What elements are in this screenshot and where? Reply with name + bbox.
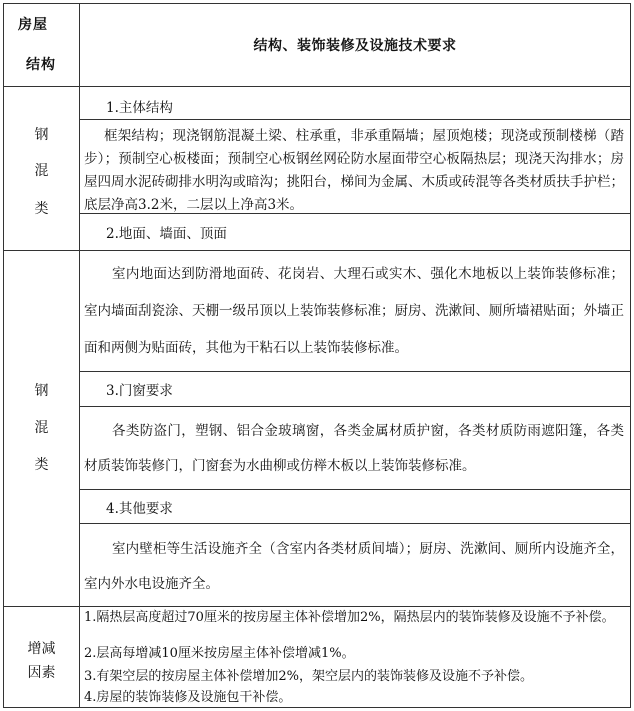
main-structure-heading: 1.主体结构 [106,100,173,116]
column-divider [79,4,80,707]
section1-label-char: 钢 [34,127,49,143]
section1-label-char: 类 [34,201,49,217]
row-divider [79,119,630,120]
header-structure-cell [4,4,79,86]
section3-label-line1: 增减 [27,641,56,657]
row-divider [4,606,630,607]
row-divider [79,523,630,524]
row-divider [79,371,630,372]
section2-label-char: 类 [34,457,49,473]
section3-label [4,606,79,709]
header-structure-line2: 结构 [26,57,56,73]
row-divider [4,86,630,87]
adjustment-item: 2.层高每增减10厘米按房屋主体补偿增减1%。 [84,646,355,661]
door-window-text: 各类防盗门，塑钢、铝合金玻璃窗，各类金属材质护窗，各类材质防雨遮阳篷，各类材质装饰装修门，门窗套为水曲柳或仿榉木板以上装饰装修标准。 [84,423,624,474]
floor-wall-ceiling-heading: 2.地面、墙面、顶面 [106,226,227,242]
header-requirements-cell [80,4,630,86]
section3-label-line2: 因素 [27,665,56,681]
adjustment-item: 3.有架空层的按房屋主体补偿增加2%，架空层内的装饰装修及设施不予补偿。 [84,669,534,684]
header-structure-line1: 房屋 [18,17,48,33]
other-requirements-heading: 4.其他要求 [106,501,173,517]
section2-label-char: 钢 [34,383,49,399]
section2-label-char: 混 [34,420,49,436]
main-structure-text: 框架结构；现浇钢筋混凝土梁、柱承重，非承重隔墙；屋顶炮楼；现浇或预制楼梯（踏步）；预制空心板楼面；预制空心板钢丝网砼防水屋面带空心板隔热层；现浇天沟排水；房屋四周水泥砖砌排水明沟或暗沟；挑阳台，梯间为金属、木质或砖混等各类材质扶手护栏；底层净高3.2米，二层以上净高3米。 [84,128,624,213]
door-window-heading: 3.门窗要求 [106,383,173,399]
header-requirements-title: 结构、装饰装修及设施技术要求 [253,38,457,54]
other-requirements-text: 室内壁柜等生活设施齐全（含室内各类材质间墙）；厨房、洗漱间、厕所内设施齐全，室内外水电设施齐全。 [84,541,624,592]
section1-label-char: 混 [34,163,49,179]
section1-label [4,86,79,250]
row-divider [4,250,630,251]
requirements-table [3,3,631,708]
adjustment-item: 1.隔热层高度超过70厘米的按房屋主体补偿增加2%，隔热层内的装饰装修及设施不予补偿。 [84,610,615,625]
row-divider [79,406,630,407]
floor-wall-ceiling-text: 室内地面达到防滑地面砖、花岗岩、大理石或实木、强化木地板以上装饰装修标准；室内墙面刮瓷涂、天棚一级吊顶以上装饰装修标准；厨房、洗漱间、厕所墙裙贴面；外墙正面和两侧为贴面砖，其他为干粘石以上装饰装修标准。 [84,266,624,356]
section2-label [4,250,79,606]
adjustment-item: 4.房屋的装饰装修及设施包干补偿。 [84,690,292,705]
row-divider [79,489,630,490]
